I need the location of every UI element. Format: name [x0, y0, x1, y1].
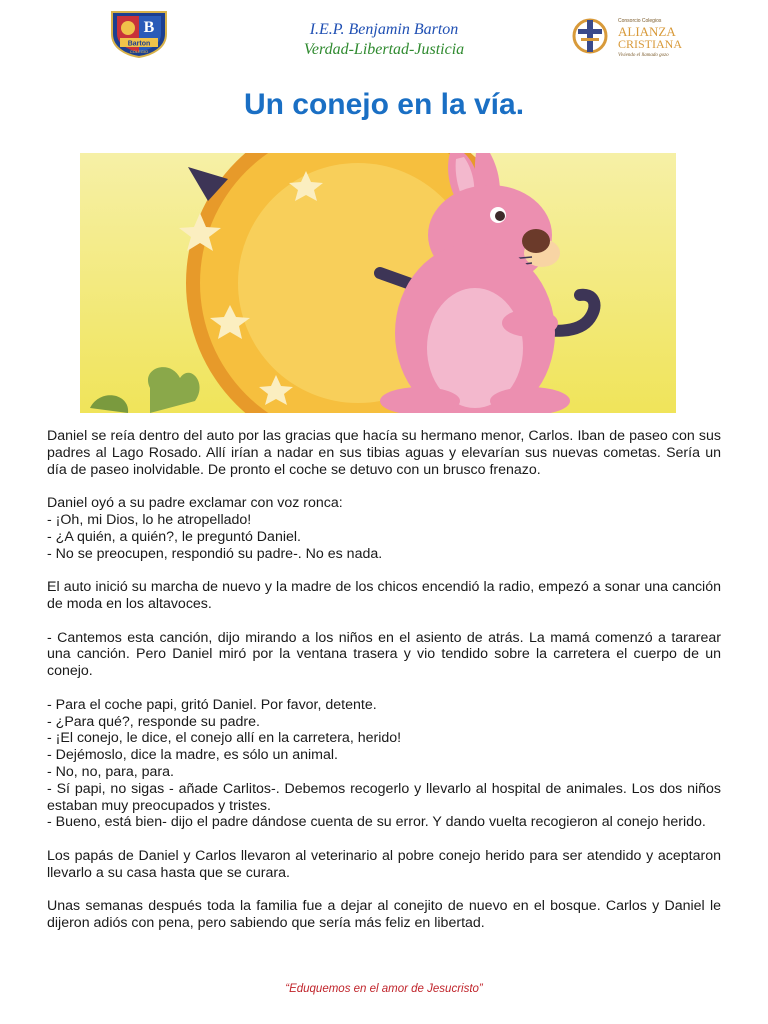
- paragraph: [47, 697, 721, 831]
- cross-emblem-icon: [572, 12, 684, 62]
- paragraph: Daniel se reía dentro del auto por las gracias que hacía su hermano menor, Carlos. Iban de paseo con sus padres al Lago Rosado. Allí irían a nadar en sus tibias aguas y elevarían sus nuevas cometas. Sería un día de paseo inolvidable. De pronto el coche se detuvo con un brusco frenazo.: [47, 428, 721, 478]
- svg-text:ALIANZA: ALIANZA: [618, 24, 676, 39]
- paragraph: [47, 495, 721, 562]
- page-header: [0, 8, 768, 68]
- text-line: - Bueno, está bien- dijo el padre dándose cuenta de su error. Y dando vuelta recogieron al conejo herido.: [47, 814, 706, 831]
- paragraph: Unas semanas después toda la familia fue a dejar al conejito de nuevo en el bosque. Carlos y Daniel le dijeron adiós con pena, pero sabiendo que sería más feliz en libertad.: [47, 898, 721, 932]
- text-line: Daniel oyó a su padre exclamar con voz ronca:: [47, 495, 343, 512]
- svg-text:Viviendo el llamado gozo: Viviendo el llamado gozo: [618, 53, 669, 58]
- paragraph: - Cantemos esta canción, dijo mirando a los niños en el asiento de atrás. La mamá comenzó a tararear una canción. Pero Daniel miró por la ventana trasera y vio tendido sobre la carretera el cuerpo de un conejo.: [47, 629, 721, 680]
- school-motto: Verdad-Libertad-Justicia: [303, 41, 465, 58]
- text-line: - No, no, para, para.: [47, 763, 174, 780]
- svg-text:B: B: [143, 19, 155, 36]
- text-line: - Sí papi, no sigas - añade Carlitos-. Debemos recogerlo y llevarlo al hospital de animales. Los dos niños estaban muy preocupados y tristes.: [47, 780, 721, 814]
- text-line: - ¿Para qué?, responde su padre.: [47, 713, 260, 730]
- text-line: - ¡Oh, mi Dios, lo he atropellado!: [47, 511, 252, 528]
- text-line: - Para el coche papi, gritó Daniel. Por favor, detente.: [47, 696, 377, 713]
- paragraph: Los papás de Daniel y Carlos llevaron al veterinario al pobre conejo herido para ser atendido y aceptaron llevarlo a su casa hasta que se curara.: [47, 847, 721, 881]
- svg-text:COLEGIO: COLEGIO: [129, 49, 149, 54]
- text-line: - ¡El conejo, le dice, el conejo allí en la carretera, herido!: [47, 730, 402, 747]
- svg-text:Barton: Barton: [127, 40, 151, 48]
- page-title: Un conejo en la vía.: [243, 88, 525, 121]
- svg-text:CRISTIANA: CRISTIANA: [618, 37, 683, 51]
- story-text: [47, 428, 721, 949]
- svg-text:Consorcio Colegios: Consorcio Colegios: [618, 18, 662, 24]
- pink-rabbit-umbrella-illustration: [80, 153, 676, 413]
- text-line: - Dejémoslo, dice la madre, es sólo un animal.: [47, 747, 338, 764]
- text-line: - No se preocupen, respondió su padre-. No es nada.: [47, 545, 383, 562]
- paragraph: El auto inició su marcha de nuevo y la madre de los chicos encendió la radio, empezó a sonar una canción de moda en los altavoces.: [47, 579, 721, 612]
- school-name: I.E.P. Benjamin Barton: [309, 21, 459, 38]
- text-line: - ¿A quién, a quién?, le preguntó Daniel.: [47, 528, 301, 545]
- footer-quote: “Eduquemos en el amor de Jesucristo”: [285, 983, 483, 995]
